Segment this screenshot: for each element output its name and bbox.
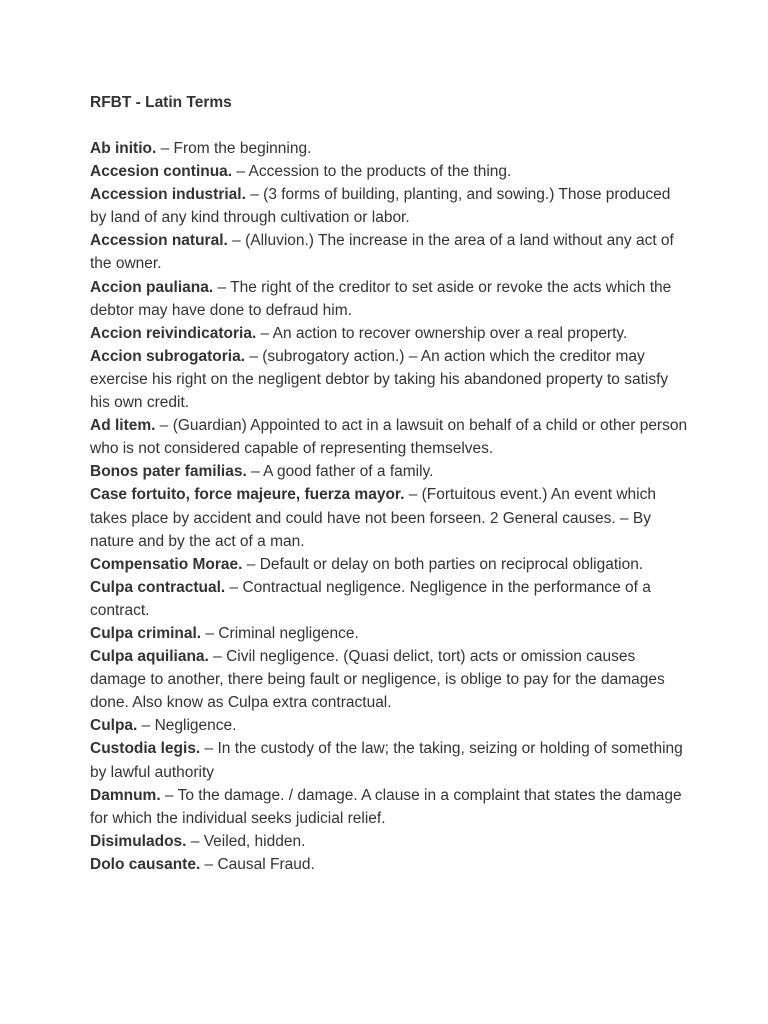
entry-definition: (Fortuitous event.) An event which takes place by accident and could have not been forseen. 2 General causes. – By nature and by the act of a man.: [90, 486, 656, 550]
entry-definition: Criminal negligence.: [218, 624, 359, 642]
entry-definition: (Guardian) Appointed to act in a lawsuit on behalf of a child or other person who is not considered capable of representing themselves.: [90, 417, 688, 458]
entry-definition: Causal Fraud.: [217, 855, 315, 873]
glossary-entry: Ab initio. – From the beginning.: [90, 140, 312, 157]
glossary-entry: Culpa contractual. – Contractual negligence. Negligence in the performance of a contract.: [90, 578, 651, 619]
entry-definition: Civil negligence. (Quasi delict, tort) acts or omission causes damage to another, there being fault or negligence, is oblige to pay for the damages done. Also know as Culpa extra contractual.: [90, 648, 665, 712]
entry-term: Case fortuito, force majeure, fuerza mayor.: [90, 486, 405, 504]
entry-definition: From the beginning.: [173, 140, 312, 157]
glossary-entry: Dolo causante. – Causal Fraud.: [90, 855, 315, 873]
glossary-entry: Accesion continua. – Accession to the products of the thing.: [90, 163, 512, 181]
entry-term: Culpa contractual.: [90, 578, 226, 596]
entry-definition: (3 forms of building, planting, and sowing.) Those produced by land of any kind through cultivation or labor.: [90, 186, 671, 227]
entry-term: Culpa.: [90, 717, 138, 735]
entry-term: Custodia legis.: [90, 740, 201, 758]
entry-definition: A good father of a family.: [263, 463, 434, 481]
glossary-entry: Bonos pater familias. – A good father of a family.: [90, 463, 434, 481]
document-page: [90, 91, 690, 876]
glossary-entry: Custodia legis. – In the custody of the law; the taking, seizing or holding of something by lawful authority: [90, 740, 683, 781]
glossary-entry: Accion pauliana. – The right of the creditor to set aside or revoke the acts which the debtor may have done to defraud him.: [90, 278, 672, 319]
glossary-entry: Accion subrogatoria. – (subrogatory action.) – An action which the creditor may exercise his right on the negligent debtor by taking his abandoned property to satisfy his own credit.: [90, 347, 669, 412]
entry-definition: An action to recover ownership over a real property.: [272, 324, 628, 342]
entry-term: Accession natural.: [90, 232, 228, 250]
entry-term: Damnum.: [90, 786, 161, 804]
entry-term: Accession industrial.: [90, 186, 246, 204]
entry-term: Ad litem.: [90, 417, 156, 435]
entry-term: Accion pauliana.: [90, 278, 214, 296]
entry-term: Accion reivindicatoria.: [90, 324, 257, 342]
entry-definition: The right of the creditor to set aside or revoke the acts which the debtor may have done to defraud him.: [90, 278, 672, 319]
glossary-entry: Culpa aquiliana. – Civil negligence. (Quasi delict, tort) acts or omission causes damage to another, there being fault or negligence, is oblige to pay for the damages done. Also know as Culpa extra contractual.: [90, 648, 665, 712]
entry-term: Ab initio.: [90, 140, 157, 157]
glossary-entry: Case fortuito, force majeure, fuerza mayor. – (Fortuitous event.) An event which takes place by accident and could have not been forseen. 2 General causes. – By nature and by the act of a man.: [90, 486, 656, 550]
entry-definition: Veiled, hidden.: [203, 832, 306, 850]
document-title: RFBT - Latin Terms: [90, 94, 232, 111]
glossary-entry: Damnum. – To the damage. / damage. A clause in a complaint that states the damage for which the individual seeks judicial relief.: [90, 786, 682, 827]
entry-definition: (subrogatory action.) – An action which the creditor may exercise his right on the negligent debtor by taking his abandoned property to satisfy his own credit.: [90, 347, 669, 412]
glossary-entry: Culpa criminal. – Criminal negligence.: [90, 624, 359, 642]
entry-term: Culpa aquiliana.: [90, 648, 209, 666]
entry-definition: (Alluvion.) The increase in the area of a land without any act of the owner.: [90, 232, 674, 273]
entry-term: Disimulados.: [90, 832, 187, 850]
glossary-entry: Accession natural. – (Alluvion.) The increase in the area of a land without any act of the owner.: [90, 232, 674, 273]
entry-term: Bonos pater familias.: [90, 463, 247, 481]
entry-definition: Accession to the products of the thing.: [248, 163, 512, 181]
entry-definition: Contractual negligence. Negligence in the performance of a contract.: [90, 578, 651, 619]
entry-definition: Default or delay on both parties on reciprocal obligation.: [259, 555, 644, 573]
glossary-list: [90, 137, 690, 876]
entry-term: Compensatio Morae.: [90, 555, 243, 573]
glossary-entry: Accion reivindicatoria. – An action to recover ownership over a real property.: [90, 324, 628, 342]
glossary-entry: Compensatio Morae. – Default or delay on both parties on reciprocal obligation.: [90, 555, 644, 573]
entry-definition: Negligence.: [154, 717, 237, 735]
entry-definition: To the damage. / damage. A clause in a complaint that states the damage for which the individual seeks judicial relief.: [90, 786, 682, 827]
glossary-entry: Culpa. – Negligence.: [90, 717, 237, 735]
glossary-entry: Disimulados. – Veiled, hidden.: [90, 832, 306, 850]
entry-term: Culpa criminal.: [90, 624, 202, 642]
entry-term: Dolo causante.: [90, 855, 201, 873]
entry-term: Accesion continua.: [90, 163, 233, 181]
glossary-entry: Accession industrial. – (3 forms of building, planting, and sowing.) Those produced by land of any kind through cultivation or labor.: [90, 186, 671, 227]
entry-definition: In the custody of the law; the taking, seizing or holding of something by lawful authority: [90, 740, 683, 781]
glossary-entry: Ad litem. – (Guardian) Appointed to act in a lawsuit on behalf of a child or other person who is not considered capable of representing themselves.: [90, 417, 688, 458]
entry-term: Accion subrogatoria.: [90, 347, 246, 365]
